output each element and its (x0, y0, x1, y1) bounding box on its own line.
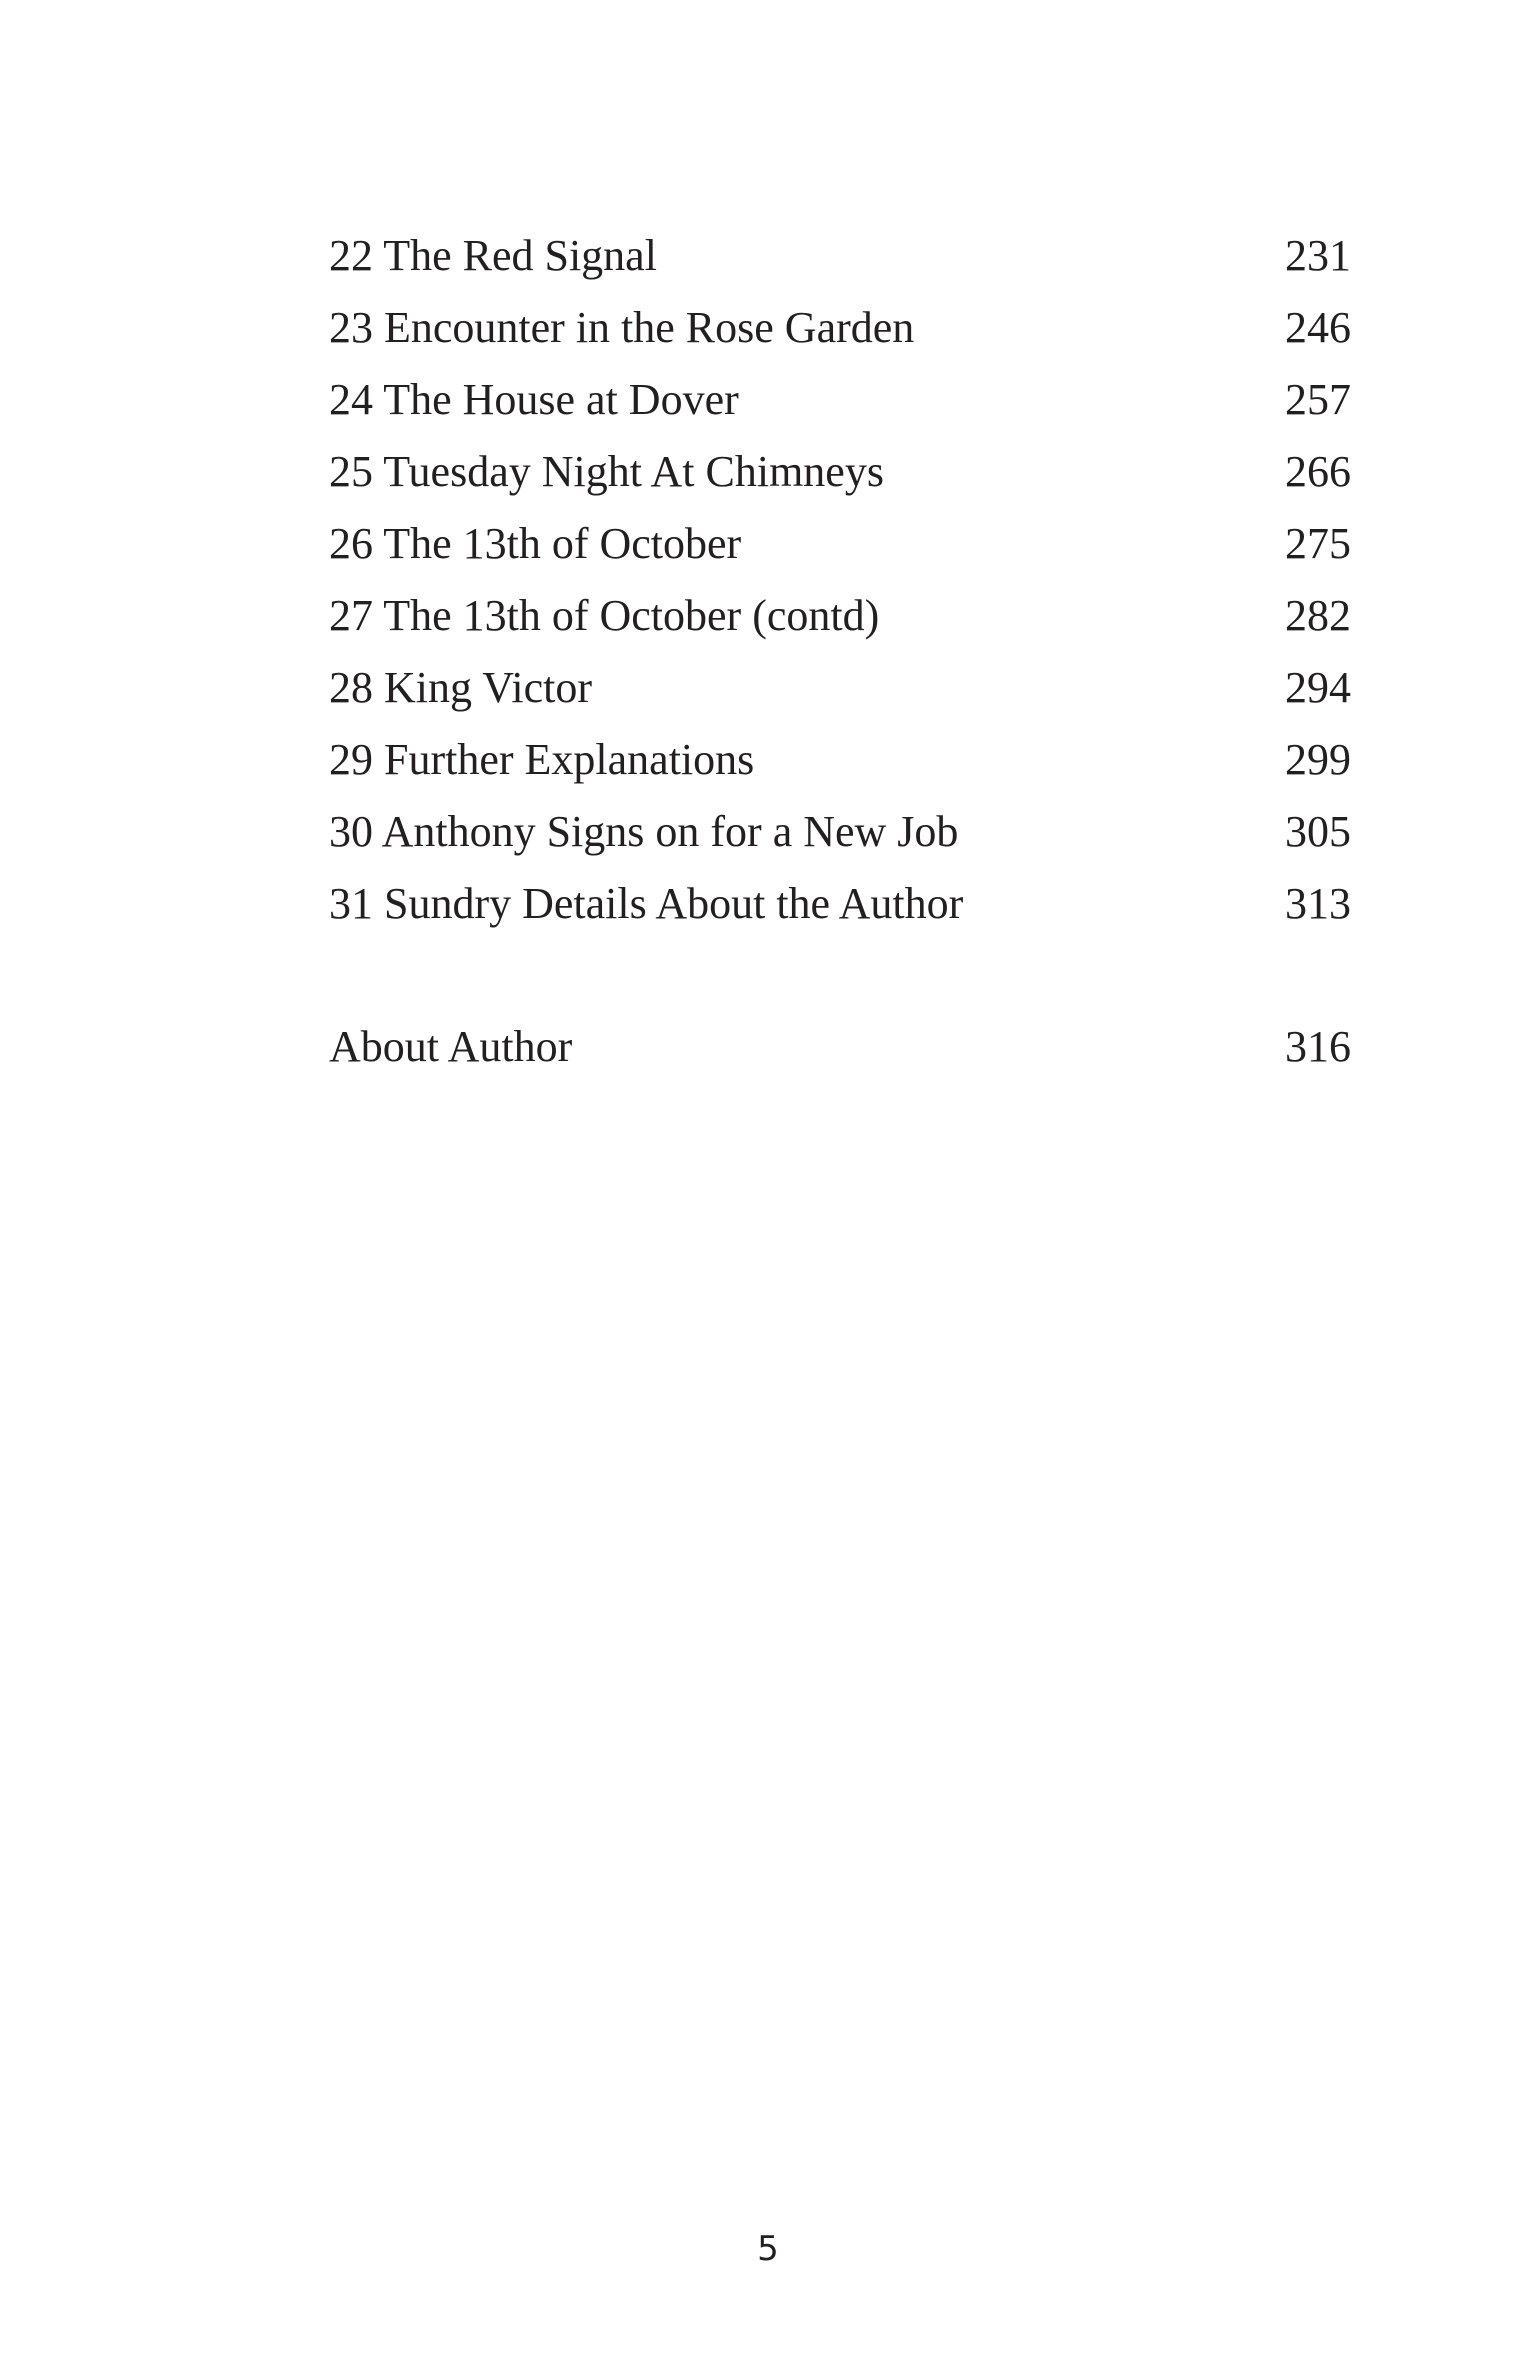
toc-entry-title: 26 The 13th of October (329, 519, 742, 568)
toc-entry[interactable] (329, 292, 1351, 364)
toc-entry[interactable] (329, 220, 1351, 292)
toc-entry-page: 313 (1285, 879, 1351, 928)
toc-entry-title: 25 Tuesday Night At Chimneys (329, 447, 884, 496)
toc-entry-page: 266 (1285, 447, 1351, 496)
toc-entry-title: 31 Sundry Details About the Author (329, 879, 964, 928)
toc-entry-page: 246 (1285, 303, 1351, 352)
toc-section-spacer (329, 940, 1351, 1011)
toc-entry-title: 24 The House at Dover (329, 375, 739, 424)
toc-entry-title: 30 Anthony Signs on for a New Job (329, 807, 959, 856)
toc-entry[interactable] (329, 796, 1351, 868)
toc-entry-page: 275 (1285, 519, 1351, 568)
page-number: 5 (757, 2229, 779, 2269)
toc-entry[interactable] (329, 508, 1351, 580)
toc-entry-title: 23 Encounter in the Rose Garden (329, 303, 915, 352)
toc-entry-page: 282 (1285, 591, 1351, 640)
toc-entry[interactable] (329, 724, 1351, 796)
toc-entry[interactable] (329, 436, 1351, 508)
toc-entry[interactable] (329, 652, 1351, 724)
toc-entry-title: 22 The Red Signal (329, 231, 657, 280)
toc-entry[interactable] (329, 580, 1351, 652)
toc-entry-page: 294 (1285, 663, 1351, 712)
toc-entry[interactable] (329, 364, 1351, 436)
toc-entry-page: 299 (1285, 735, 1351, 784)
toc-entry-page: 231 (1285, 231, 1351, 280)
table-of-contents (329, 220, 1351, 1083)
toc-entry-title: 28 King Victor (329, 663, 592, 712)
toc-entry-title: 29 Further Explanations (329, 735, 755, 784)
toc-entry-page: 257 (1285, 375, 1351, 424)
toc-entry-title: 27 The 13th of October (contd) (329, 591, 880, 640)
toc-entry-about-author[interactable] (329, 1011, 1351, 1083)
toc-entry-title: About Author (329, 1022, 573, 1071)
toc-entry[interactable] (329, 868, 1351, 940)
toc-entry-page: 305 (1285, 807, 1351, 856)
toc-entry-page: 316 (1285, 1022, 1351, 1071)
